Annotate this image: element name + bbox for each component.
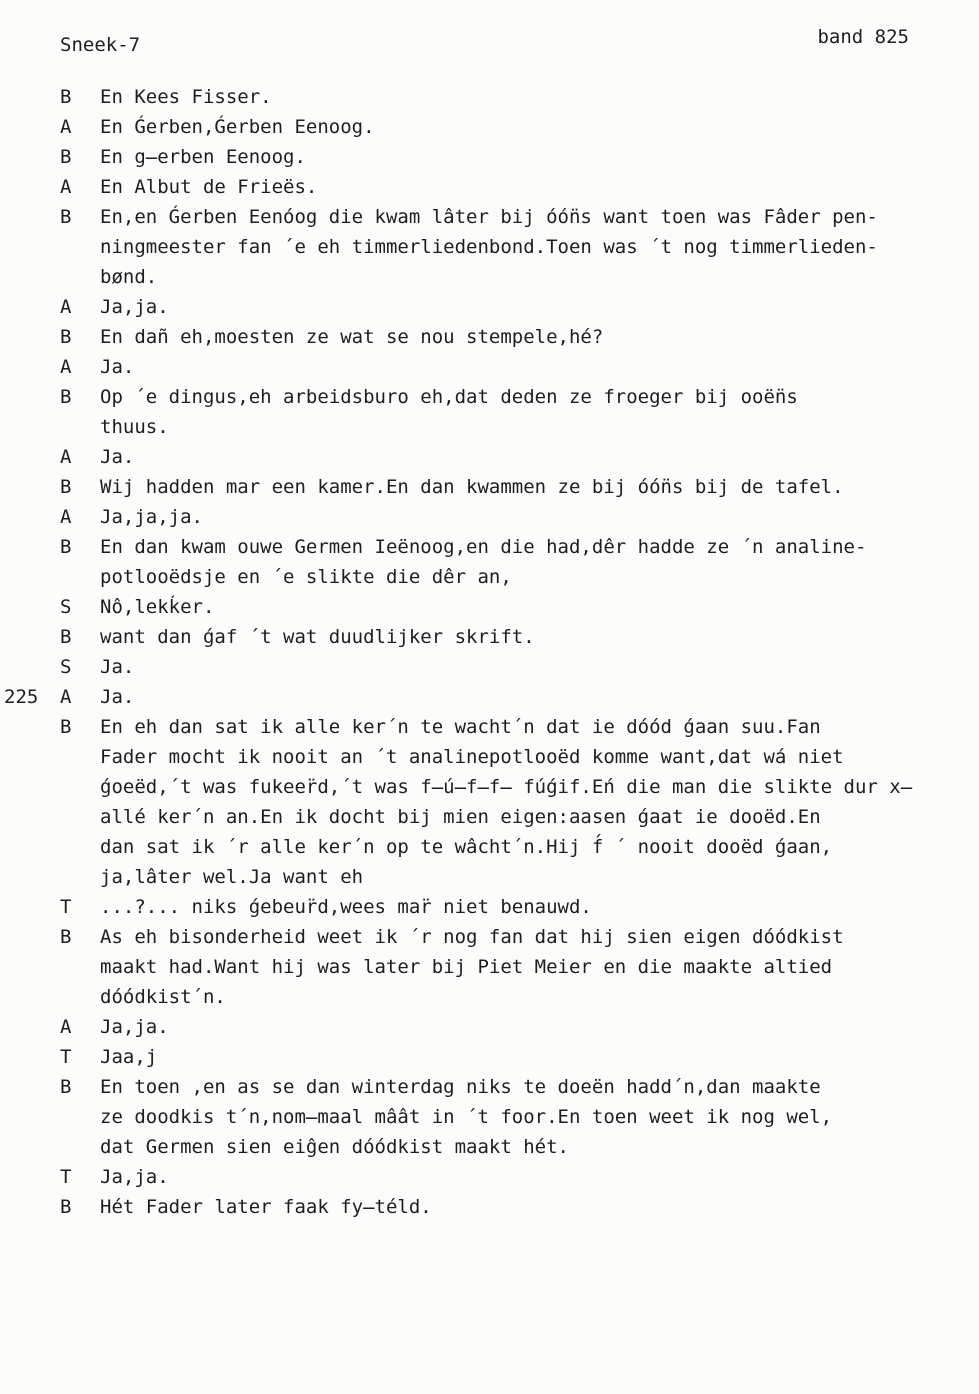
dialogue-row [0, 322, 979, 352]
dialogue-row [0, 472, 979, 502]
utterance-line: Ja. [100, 446, 135, 468]
speaker-label: A [60, 686, 72, 708]
utterance-line: potlooëdsje en ´e slikte die dêr an, [100, 566, 512, 588]
utterance-line: dan sat ik ´r alle ker´n op te wâcht´n.Hij f́ ´ nooit dooëd ǵaan, [100, 836, 833, 858]
speaker-label: T [60, 1046, 72, 1068]
speaker-label: B [60, 86, 72, 108]
utterance-block [100, 892, 960, 922]
utterance-block [100, 112, 960, 142]
utterance-line: ja,lâter wel.Ja want eh [100, 866, 364, 888]
dialogue-row [0, 682, 979, 712]
speaker-label: B [60, 206, 72, 228]
dialogue-row [0, 142, 979, 172]
utterance-line: Nô,lekḱer. [100, 596, 215, 618]
page-header [0, 22, 979, 54]
utterance-line: Ja,ja. [100, 1016, 169, 1038]
utterance-line: As eh bisonderheid weet ik ´r nog fan dat hij sien eigen dóódkist [100, 926, 844, 948]
utterance-line: En Kees Fisser. [100, 86, 272, 108]
line-number: 225 [4, 686, 39, 708]
utterance-line: Ja,ja. [100, 296, 169, 318]
speaker-label: B [60, 536, 72, 558]
speaker-label: A [60, 356, 72, 378]
utterance-line: En g̶erben Eenoog. [100, 146, 306, 168]
dialogue-row [0, 172, 979, 202]
speaker-label: B [60, 326, 72, 348]
dialogue-row [0, 1162, 979, 1192]
utterance-block [100, 202, 960, 292]
dialogue-transcript [0, 82, 979, 1222]
utterance-line: allé ker´n an.En ik docht bij mien eigen:aasen ǵaat ie dooëd.En [100, 806, 821, 828]
speaker-label: S [60, 596, 72, 618]
dialogue-row [0, 352, 979, 382]
speaker-label: B [60, 626, 72, 648]
utterance-line: En,en Ǵerben Eenóog die kwam lâter bij óón̈s want toen was Fâder pen- [100, 206, 878, 228]
utterance-line: Wij hadden mar een kamer.En dan kwammen ze bij óón̈s bij de tafel. [100, 476, 844, 498]
utterance-block [100, 472, 960, 502]
utterance-line: En dan kwam ouwe Germen Ieënoog,en die had,dêr hadde ze ´n analine- [100, 536, 867, 558]
utterance-block [100, 1192, 960, 1222]
dialogue-row [0, 712, 979, 892]
utterance-block [100, 712, 960, 892]
utterance-line: Ja,ja. [100, 1166, 169, 1188]
document-id: Sneek-7 [60, 34, 141, 56]
utterance-line: dóódkist´n. [100, 986, 226, 1008]
utterance-line: ǵoeëd,´t was fukeer̈d,´t was f̶ú̶f̶f̶ fúǵif.Eń die man die slikte dur x̶ [100, 776, 913, 798]
utterance-block [100, 1072, 960, 1162]
utterance-block [100, 352, 960, 382]
speaker-label: T [60, 1166, 72, 1188]
utterance-block [100, 922, 960, 1012]
dialogue-row [0, 922, 979, 1012]
dialogue-row [0, 1042, 979, 1072]
utterance-line: dat Germen sien eiĝen dóódkist maakt hét. [100, 1136, 569, 1158]
dialogue-row [0, 292, 979, 322]
utterance-line: Fader mocht ik nooit an ´t analinepotlooëd komme want,dat wá niet [100, 746, 844, 768]
dialogue-row [0, 892, 979, 922]
utterance-line: Jaa,j [100, 1046, 158, 1068]
utterance-line: want dan ǵaf ´t wat duudlijker skrift. [100, 626, 535, 648]
utterance-block [100, 532, 960, 592]
speaker-label: A [60, 176, 72, 198]
utterance-block [100, 652, 960, 682]
speaker-label: A [60, 116, 72, 138]
dialogue-row [0, 112, 979, 142]
utterance-block [100, 1162, 960, 1192]
dialogue-row [0, 592, 979, 622]
speaker-label: A [60, 446, 72, 468]
utterance-block [100, 1042, 960, 1072]
utterance-line: Ja. [100, 356, 135, 378]
utterance-line: Ja. [100, 686, 135, 708]
dialogue-row [0, 652, 979, 682]
utterance-line: En eh dan sat ik alle ker´n te wacht´n dat ie dóód ǵaan suu.Fan [100, 716, 821, 738]
dialogue-row [0, 502, 979, 532]
utterance-block [100, 682, 960, 712]
dialogue-row [0, 622, 979, 652]
dialogue-row [0, 1192, 979, 1222]
speaker-label: A [60, 1016, 72, 1038]
utterance-line: En toen ,en as se dan winterdag niks te doeën hadd´n,dan maakte [100, 1076, 821, 1098]
dialogue-row [0, 442, 979, 472]
band-label: band 825 [817, 26, 909, 48]
utterance-block [100, 592, 960, 622]
utterance-block [100, 172, 960, 202]
utterance-line: Ja,ja,ja. [100, 506, 203, 528]
utterance-block [100, 142, 960, 172]
utterance-line: Hét Fader later faak fy̶téld. [100, 1196, 432, 1218]
dialogue-row [0, 82, 979, 112]
utterance-block [100, 382, 960, 442]
utterance-block [100, 322, 960, 352]
utterance-block [100, 442, 960, 472]
utterance-line: En dañ eh,moesten ze wat se nou stempele,hé? [100, 326, 604, 348]
utterance-line: Op ´e dingus,eh arbeidsburo eh,dat deden ze froeger bij ooën̈s [100, 386, 798, 408]
dialogue-row [0, 1012, 979, 1042]
utterance-block [100, 622, 960, 652]
utterance-line: En Ǵerben,Ǵerben Eenoog. [100, 116, 375, 138]
speaker-label: B [60, 1196, 72, 1218]
speaker-label: A [60, 506, 72, 528]
dialogue-row [0, 202, 979, 292]
speaker-label: B [60, 146, 72, 168]
dialogue-row [0, 1072, 979, 1162]
utterance-block [100, 502, 960, 532]
utterance-line: ze doodkis t´n,nom̶maal mâât in ´t foor.En toen weet ik nog wel, [100, 1106, 833, 1128]
utterance-line: En Albut de Frieës. [100, 176, 318, 198]
speaker-label: A [60, 296, 72, 318]
dialogue-row [0, 382, 979, 442]
speaker-label: B [60, 716, 72, 738]
utterance-block [100, 292, 960, 322]
utterance-line: ...?... niks ǵebeur̈d,wees mar̈ niet benauwd. [100, 896, 592, 918]
utterance-line: thuus. [100, 416, 169, 438]
speaker-label: S [60, 656, 72, 678]
utterance-line: maakt had.Want hij was later bij Piet Meier en die maakte altied [100, 956, 833, 978]
dialogue-row [0, 532, 979, 592]
utterance-line: bønd. [100, 266, 158, 288]
speaker-label: B [60, 926, 72, 948]
speaker-label: T [60, 896, 72, 918]
utterance-line: ningmeester fan ´e eh timmerliedenbond.Toen was ´t nog timmerlieden- [100, 236, 878, 258]
utterance-line: Ja. [100, 656, 135, 678]
speaker-label: B [60, 476, 72, 498]
utterance-block [100, 1012, 960, 1042]
speaker-label: B [60, 1076, 72, 1098]
utterance-block [100, 82, 960, 112]
speaker-label: B [60, 386, 72, 408]
